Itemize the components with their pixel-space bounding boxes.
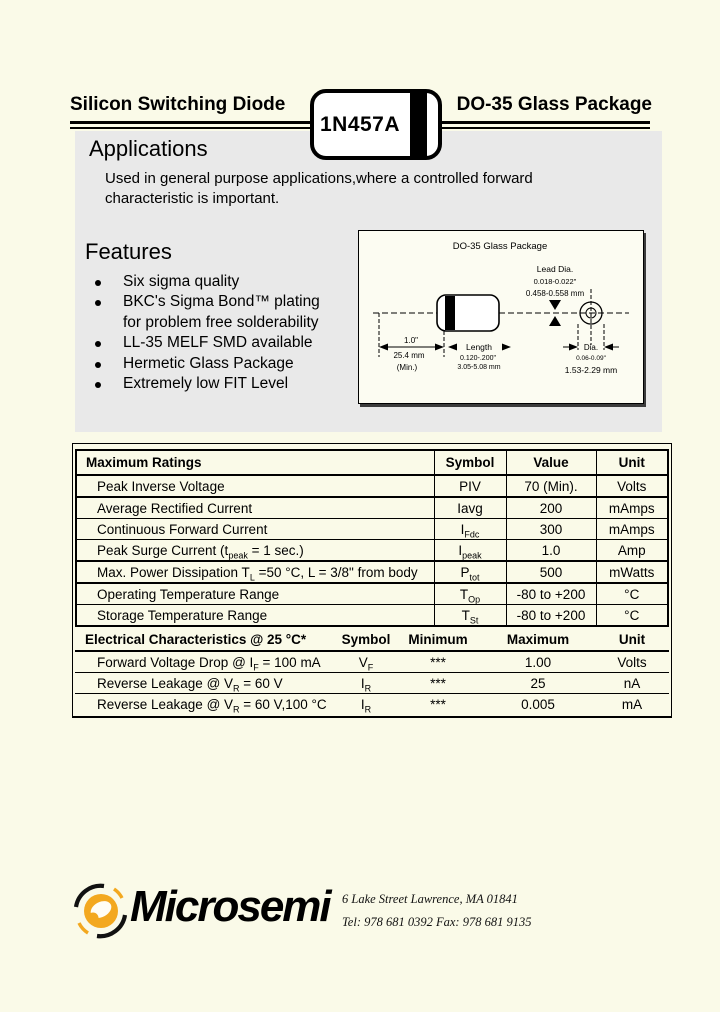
table-row: Reverse Leakage @ $V_R = 60$ V,100 °C $I_R$ *** 0.005 mA: [75, 694, 669, 715]
feature-item: BKC's Sigma Bond™ plating: [89, 292, 349, 312]
table-row: Reverse Leakage @ $V_R = 60$ V $I_R$ *** 25 nA: [75, 673, 669, 694]
lead-dia-label: Lead Dia.: [536, 264, 574, 274]
table-row: Peak Surge Current ($t_{peak} = 1$ sec.) $I_{peak}$ 1.0 Amp: [76, 540, 668, 562]
feature-item: Six sigma quality: [89, 272, 349, 292]
features-heading: Features: [85, 239, 172, 264]
arrow-right-icon: [569, 344, 578, 351]
dia-label: Dia.: [583, 343, 599, 352]
col-unit: Unit: [596, 450, 668, 475]
arrow-right-icon: [502, 344, 511, 351]
applications-features-panel: [75, 131, 662, 432]
table-header-row: [76, 450, 668, 475]
arrow-up-icon: [549, 316, 561, 326]
feature-item-continuation: for problem free solderability: [123, 313, 319, 331]
microsemi-wordmark: Microsemi: [130, 882, 330, 931]
feature-item: LL-35 MELF SMD available: [89, 333, 349, 353]
feature-item: Extremely low FIT Level: [89, 374, 349, 394]
package-outline-diagram: [358, 230, 644, 404]
col-unit: Unit: [595, 629, 669, 651]
table-row: Continuous Forward Current $I_{Fdc}$ 300 mAmps: [76, 519, 668, 540]
lead-length-inches: 1.0": [404, 336, 418, 345]
body-length-mm: 3.05-5.08 mm: [457, 364, 501, 371]
maximum-ratings-table: [75, 449, 669, 627]
footer-address-block: [342, 888, 531, 934]
applications-text: Used in general purpose applications,where a controlled forward characteristic is important.: [105, 170, 533, 207]
col-symbol: Symbol: [337, 629, 395, 651]
arrow-left-icon: [379, 344, 388, 351]
diode-cathode-band: [410, 93, 427, 156]
col-symbol: Symbol: [434, 450, 506, 475]
lead-dia-inches: 0.018-0.022": [533, 277, 577, 286]
table-row: Max. Power Dissipation $T_L =50$ °C, L = 3/8" from body $P_{tot}$ 500 mWatts: [76, 561, 668, 583]
part-number: 1N457A: [319, 112, 401, 136]
arrow-left-icon: [604, 344, 613, 351]
microsemi-logo-icon: [73, 883, 129, 939]
lead-length-mm: 25.4 mm: [393, 351, 425, 360]
footer-phone-fax: Tel: 978 681 0392 Fax: 978 681 9135: [342, 915, 532, 929]
package-diagram-svg: [359, 231, 641, 401]
electrical-title: Electrical Characteristics @ 25 °C*: [75, 629, 337, 651]
doc-title-right: DO-35 Glass Package: [456, 94, 652, 115]
electrical-characteristics-table: [75, 629, 669, 714]
applications-heading: Applications: [89, 136, 208, 161]
dia-inches: 0.06-0.09": [576, 355, 606, 362]
table-row: Average Rectified Current Iavg 200 mAmps: [76, 497, 668, 519]
diagram-title: DO-35 Glass Package: [452, 241, 548, 252]
table-row: Storage Temperature Range $T_{St}$ -80 to +200 °C: [76, 605, 668, 627]
diode-symbol-box: [310, 89, 442, 160]
table-row: Forward Voltage Drop @ $I_F = 100$ mA $V_F$ *** 1.00 Volts: [97, 654, 647, 673]
feature-item: Hermetic Glass Package: [89, 354, 349, 374]
table-header-row: [75, 629, 669, 651]
lead-dia-mm: 0.458-0.558 mm: [525, 289, 585, 298]
col-minimum: Minimum: [395, 629, 481, 651]
arrow-down-icon: [549, 300, 561, 310]
dia-mm: 1.53-2.29 mm: [564, 365, 618, 375]
col-value: Value: [506, 450, 596, 475]
body-length-inches: 0.120-.200": [460, 355, 496, 362]
lead-length-min: (Min.): [396, 363, 418, 372]
ratings-title: Maximum Ratings: [76, 450, 434, 475]
arrow-right-icon: [435, 344, 444, 351]
spec-tables-frame: [72, 443, 672, 718]
doc-title-left: Silicon Switching Diode: [70, 94, 286, 115]
arrow-left-icon: [448, 344, 457, 351]
footer-address: 6 Lake Street Lawrence, MA 01841: [342, 892, 518, 906]
table-row: Operating Temperature Range $T_{Op}$ -80 to +200 °C: [76, 583, 668, 605]
body-length-label: Length: [466, 342, 492, 352]
table-row: Peak Inverse Voltage PIV 70 (Min). Volts: [76, 475, 668, 497]
diode-body-band: [445, 296, 455, 330]
features-list: [89, 272, 349, 394]
col-maximum: Maximum: [481, 629, 595, 651]
